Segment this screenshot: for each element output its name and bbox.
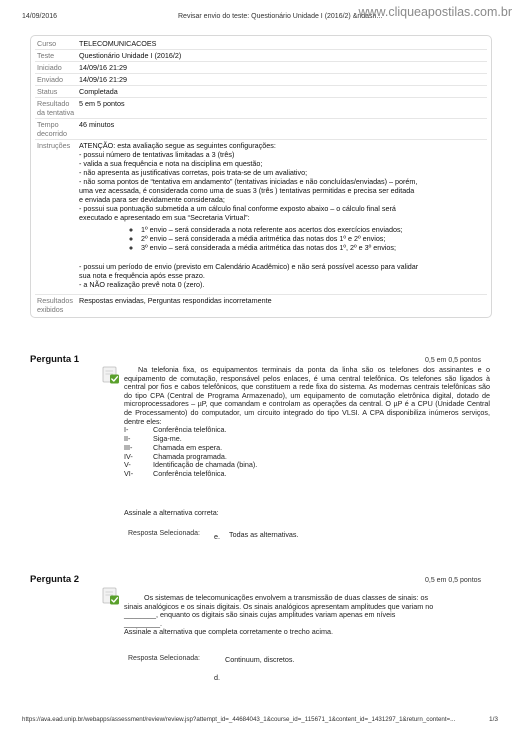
question-2-prompt: Assinale a alternativa que completa corretamente o trecho acima. [124,627,333,637]
question-2-text-line: ________, enquanto os digitais são sinais cujas amplitudes variam apenas em níveis [124,610,396,620]
summary-row-instructions [35,140,487,295]
list-item: ◦ 3º envio – será considerada a média aritmética das notas dos 1º, 2º e 3º envios; [141,243,485,252]
question-1-body [124,366,490,479]
option-text: Chamada em espera. [153,442,223,452]
summary-row-status [35,86,487,98]
instructions-text [77,140,487,295]
attempt-summary [30,35,492,318]
question-2-body [124,594,490,637]
summary-row-result [35,98,487,119]
summary-row-started [35,62,487,74]
option-text: Siga-me. [153,433,182,443]
summary-label: Instruções [35,140,77,295]
option-number: I- [124,425,129,435]
summary-label: Enviado [35,74,77,86]
summary-label: Resultados exibidos [35,295,77,316]
question-1-score: 0,5 em 0,5 pontos [425,357,482,364]
option-number: II- [124,433,131,443]
summary-label: Curso [37,39,57,48]
instruction-line: - a NÃO realização prevê nota 0 (zero). [79,280,205,289]
question-1-title: Pergunta 1 [30,354,80,365]
summary-value: Questionário Unidade I (2016/2) [77,50,487,62]
question-2-title: Pergunta 2 [30,574,80,585]
summary-value: Respostas enviadas, Perguntas respondidas incorretamente [77,295,487,316]
list-item [124,470,490,479]
selected-answer-letter: d. [214,673,220,682]
option-text: Conferência telefônica. [153,425,227,435]
summary-label: Teste [35,50,77,62]
question-2-text-line: Os sistemas de telecomunicações envolvem a transmissão de duas classes de sinais: os [144,593,429,602]
print-page-title: Revisar envio do teste: Questionário Unidade I (2016/2) &ndash... [178,13,383,20]
print-date: 14/09/2016 [22,13,58,20]
instruction-line: e enviada para ser devidamente considerada; [79,195,225,204]
summary-value: 14/09/16 21:29 [77,62,487,74]
submission-rules-list [79,225,485,252]
question-2-text-line: sinais analógicos e os sinais digitais. Os sinais analógicos apresentam amplitudes que variam no [124,601,434,611]
question-2-text-line: _________. [124,618,162,628]
summary-value: 14/09/16 21:29 [77,74,487,86]
summary-row-submitted [35,74,487,86]
page-number: 1/3 [488,716,498,723]
summary-row-course [35,38,487,50]
watermark: www.cliqueapostilas.com.br [358,5,512,19]
question-2-score: 0,5 em 0,5 pontos [425,577,482,584]
option-number: V- [124,460,131,470]
summary-label: Status [35,86,77,98]
selected-answer-label: Resposta Selecionada: [128,530,200,537]
summary-value: 46 minutos [77,119,487,140]
summary-row-test [35,50,487,62]
list-item: ◦ 2º envio – será considerada a média aritmética das notas dos 1º e 2º envios; [141,234,485,243]
print-url: https://ava.ead.unip.br/webapps/assessment/review/review.jsp?attempt_id=_44684043_1&course_id=_115671_1&content_id=_1431297_1&return_content=... [22,716,456,723]
summary-label: Iniciado [35,62,77,74]
option-text: Identificação de chamada (bina). [153,460,258,470]
option-text: Conferência telefônica. [153,469,227,479]
instruction-line: - possui número de tentativas limitadas a 3 (três) [79,150,235,159]
selected-answer-letter: e. [214,532,220,541]
instruction-line: - não soma pontos de “tentativa em andamento” (tentativas iniciadas e não concluídas/enviadas) – porém, [79,177,418,186]
selected-answer-text: Todas as alternativas. [229,530,299,539]
list-item: ◦ 1º envio – será considerada a nota referente aos acertos dos exercícios enviados; [141,225,485,234]
summary-row-results-shown [35,295,487,316]
correct-answer-icon [102,587,120,605]
summary-label: Resultado da tentativa [35,98,77,119]
option-number: VI- [124,469,134,479]
instruction-line: - possui sua pontuação submetida a um cálculo final conforme exposto abaixo – o cálculo final será [79,204,396,213]
question-1-options [124,426,490,479]
correct-answer-icon [102,366,120,384]
option-number: IV- [124,451,133,461]
summary-label: Tempo decorrido [35,119,77,140]
option-text: Chamada programada. [153,451,227,461]
question-1-prompt: Assinale a alternativa correta: [124,508,219,517]
summary-value: TELECOMUNICACOES [79,39,157,48]
summary-value: Completada [77,86,487,98]
summary-table [35,38,487,315]
instruction-line: executado e apresentado em sua “Secretaria Virtual”: [79,213,250,222]
instruction-line: sua nota e frequência após esse prazo. [79,271,205,280]
selected-answer-label: Resposta Selecionada: [128,655,200,662]
summary-value: 5 em 5 pontos [77,98,487,119]
instruction-line: - valida a sua frequência e nota na disciplina em questão; [79,159,263,168]
selected-answer-text: Continuum, discretos. [225,655,295,664]
instruction-line: - não apresenta as justificativas corretas, pois trata-se de um avaliativo; [79,168,308,177]
question-1-text: Na telefonia fixa, os equipamentos terminais da ponta da linha são os telefones dos assinantes e o equipamento de comutação, responsável pelos enlaces, é uma central telefônica. Os telefones são ligados à central por fios e cabos telefônicos, que constituem a rede fixa do sistema. As modernas centrais telefônicas são do tipo CPA (Central de Programa Armazenado), um equipamento de comutação eletrônica digital, dotado de microprocessadores – µP, que comandam e controlam as operações da central. O µP é a CPU (Unidade Central de Processamento) do computador, um circuito integrado do tipo VLSI. A CPA disponibiliza inúmeros serviços, dentre eles: [124,365,490,426]
summary-row-elapsed [35,119,487,140]
instruction-line: ATENÇÃO: esta avaliação segue as seguintes configurações: [79,141,276,150]
instruction-line: - possui um período de envio (previsto em Calendário Acadêmico) e não será possível acesso para validar [79,262,419,271]
instruction-line: uma vez acessada, é considerada como uma de suas 3 (três ) tentativas permitidas e precisa ser editada [79,186,415,195]
option-number: III- [124,442,133,452]
